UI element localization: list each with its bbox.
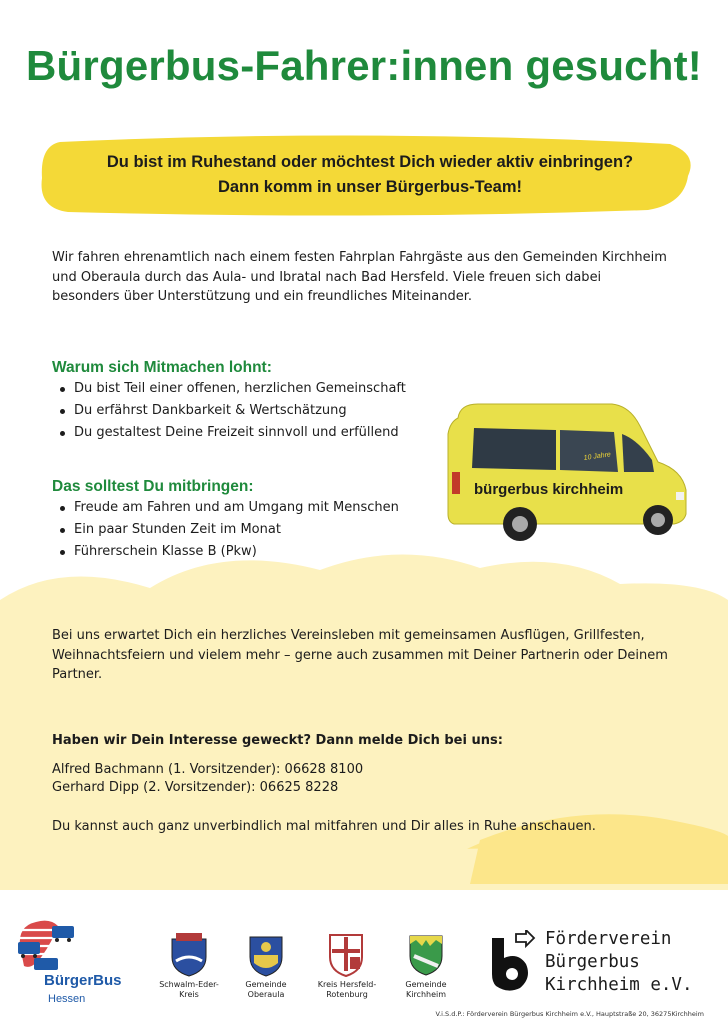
banner [40,150,700,200]
crest-caption: Schwalm-Eder- Kreis [159,980,219,999]
schwalm-eder-crest-icon [170,933,208,977]
cloud-background [0,540,728,920]
crest-caption: Gemeinde Kirchheim [405,980,447,999]
bus-brand-text: bürgerbus kirchheim [474,481,624,498]
oberaula-crest-icon [248,935,284,977]
page-title: Bürgerbus-Fahrer:innen gesucht! [26,42,702,89]
imprint: V.i.S.d.P.: Förderverein Bürgerbus Kirchheim e.V., Hauptstraße 20, 36275Kirchheim [435,1010,704,1018]
foerderverein-logo-icon [488,930,540,992]
buergerbus-hessen-logo-icon [14,916,78,978]
list-item: Ein paar Stunden Zeit im Monat [52,519,399,541]
crest-caption: Kreis Hersfeld- Rotenburg [317,980,377,999]
hersfeld-rotenburg-crest-icon [328,933,364,977]
buergerbus-logo-sub: Hessen [48,993,86,1005]
list-item: Freude am Fahren und am Umgang mit Menschen [52,497,399,519]
club-paragraph: Bei uns erwartet Dich ein herzliches Vereinsleben mit gemeinsamen Ausflügen, Grillfesten, Weihnachtsfeiern und vielem mehr – gerne auch zusammen mit Deiner Partnerin oder Deinem Partner. [52,628,668,682]
requirements-heading: Das solltest Du mitbringen: [52,478,254,495]
benefits-heading: Warum sich Mitmachen lohnt: [52,359,272,376]
list-item: Du bist Teil einer offenen, herzlichen Gemeinschaft [52,378,406,400]
contact-person-2: Gerhard Dipp (2. Vorsitzender): 06625 8228 [52,780,339,795]
list-item: Du gestaltest Deine Freizeit sinnvoll und erfüllend [52,422,406,444]
foerderverein-name: Förderverein Bürgerbus Kirchheim e.V. [545,929,693,995]
bus-image [444,398,692,548]
benefits-list [52,378,406,444]
closing-paragraph: Du kannst auch ganz unverbindlich mal mitfahren und Dir alles in Ruhe anschauen. [52,819,596,834]
contact-heading: Haben wir Dein Interesse geweckt? Dann melde Dich bei uns: [52,733,503,748]
list-item: Führerschein Klasse B (Pkw) [52,541,399,563]
intro-paragraph: Wir fahren ehrenamtlich nach einem festen Fahrplan Fahrgäste aus den Gemeinden Kirchheim und Oberaula durch das Aula- und Ibratal nach Bad Hersfeld. Viele freuen sich dabei besonders über Unterstützung und ein freundliches Miteinander. [52,250,667,304]
buergerbus-logo-text: BürgerBus [44,972,122,989]
banner-line-1: Du bist im Ruhestand oder möchtest Dich wieder aktiv einbringen? [106,153,634,171]
list-item: Du erfährst Dankbarkeit & Wertschätzung [52,400,406,422]
kirchheim-crest-icon [408,934,444,976]
contact-person-1: Alfred Bachmann (1. Vorsitzender): 06628 8100 [52,762,364,777]
banner-line-2: Dann komm in unser Bürgerbus-Team! [217,178,523,196]
crest-caption: Gemeinde Oberaula [245,980,287,999]
bus-badge-text: 10 Jahre [583,451,612,462]
